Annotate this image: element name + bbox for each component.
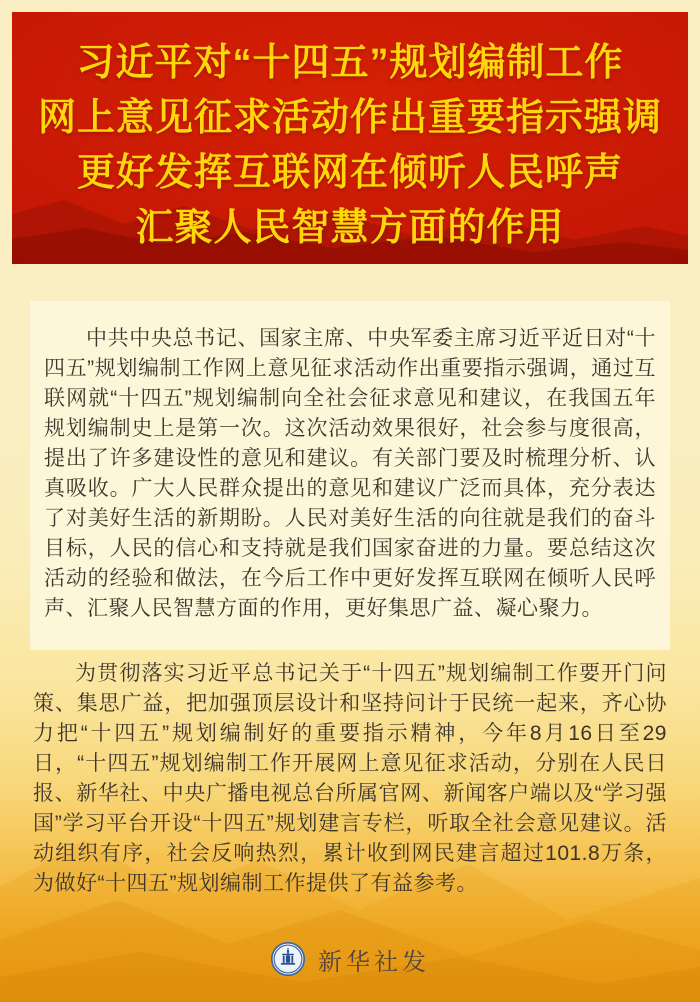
lead-paragraph: 中共中央总书记、国家主席、中央军委主席习近平近日对“十四五”规划编制工作网上意见征求活动作出重要指示强调，通过互联网就“十四五”规划编制向全社会征求意见和建议，在我国五年规划编制史上是第一次。这次活动效果很好，社会参与度很高，提出了许多建设性的意见和建议。有关部门要及时梳理分析、认真吸收。广大人民群众提出的意见和建议广泛而具体，充分表达了对美好生活的新期盼。人民对美好生活的向往就是我们的奋斗目标，人民的信心和支持就是我们国家奋进的力量。要总结这次活动的经验和做法，在今后工作中更好发挥互联网在倾听人民呼声、汇聚人民智慧方面的作用，更好集思广益、凝心聚力。 [44,327,656,620]
credit-footer [0,941,700,977]
headline-line-3: 更好发挥互联网在倾听人民呼声 [76,152,623,194]
detail-paragraph: 为贯彻落实习近平总书记关于“十四五”规划编制工作要开门问策、集思广益，把加强顶层设计和坚持问计于民统一起来，齐心协力把“十四五”规划编制好的重要指示精神，今年8月16日至29日，“十四五”规划编制工作开展网上意见征求活动，分别在人民日报、新华社、中央广播电视总台所属官网、新闻客户端以及“学习强国”学习平台开设“十四五”规划建言专栏，听取全社会意见建议。活动组织有序，社会反响热烈，累计收到网民建言超过101.8万条，为做好“十四五”规划编制工作提供了有益参考。 [33,662,667,895]
headline-line-1: 习近平对“十四五”规划编制工作 [76,42,624,84]
xinhua-emblem-icon [270,941,306,977]
headline-line-4: 汇聚人民智慧方面的作用 [135,207,565,249]
headline-banner [12,12,688,264]
headline-line-2: 网上意见征求活动作出重要指示强调 [37,97,662,139]
credit-text: 新华社发 [318,948,430,976]
headline [12,12,688,256]
lead-paragraph-card [30,301,670,650]
